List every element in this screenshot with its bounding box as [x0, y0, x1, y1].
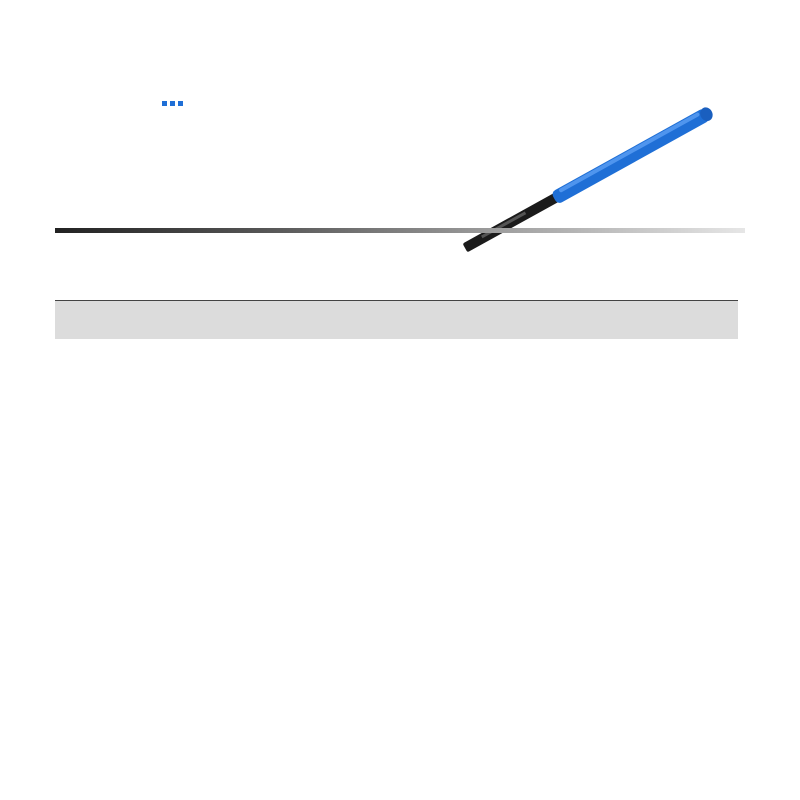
table-header	[55, 301, 738, 339]
tang-break-tool-image	[455, 100, 755, 260]
header-rule	[55, 228, 745, 233]
logo-dots	[162, 93, 186, 111]
brand-logo	[54, 54, 204, 106]
